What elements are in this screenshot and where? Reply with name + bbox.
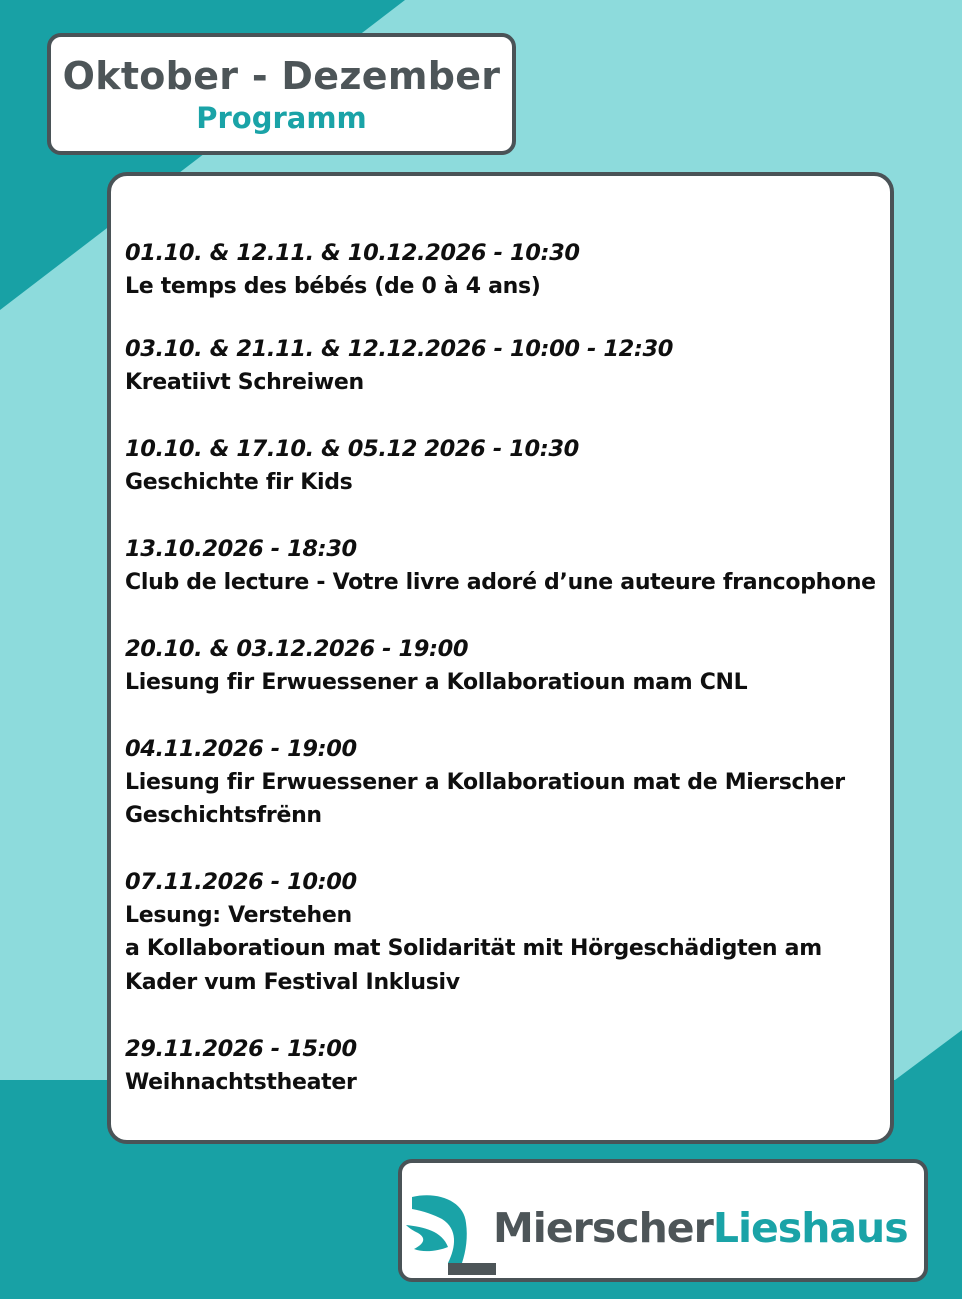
event-item — [125, 733, 891, 833]
logo-box — [398, 1159, 928, 1282]
logo-word-mierscher: Mierscher — [493, 1204, 713, 1252]
event-item — [125, 533, 891, 599]
event-title: Geschichte fir Kids — [125, 470, 353, 495]
program-list — [107, 172, 894, 1144]
title-box — [47, 33, 516, 155]
logo-word-lieshaus: Lieshaus — [712, 1204, 908, 1252]
event-date: 20.10. & 03.12.2026 - 19:00 — [125, 636, 469, 662]
lieshaus-bird-logo-icon — [404, 1189, 498, 1275]
event-date: 10.10. & 17.10. & 05.12 2026 - 10:30 — [125, 436, 579, 462]
event-title: Liesung fir Erwuessener a Kollaboratioun mat de Mierscher — [125, 770, 845, 795]
event-item — [125, 1033, 891, 1099]
event-title: Club de lecture - Votre livre adoré d’une auteure francophone — [125, 570, 876, 595]
event-item — [125, 633, 891, 699]
event-title: Lesung: Verstehen — [125, 903, 352, 928]
event-item — [125, 333, 891, 399]
event-date: 04.11.2026 - 19:00 — [125, 736, 357, 762]
event-title-continued: Geschichtsfrënn — [125, 803, 322, 829]
event-date: 03.10. & 21.11. & 12.12.2026 - 10:00 - 12:30 — [125, 336, 673, 362]
event-title: Le temps des bébés (de 0 à 4 ans) — [125, 274, 541, 299]
event-title: Kreatiivt Schreiwen — [125, 370, 364, 395]
page-title: Oktober - Dezember — [62, 54, 501, 98]
event-title-continued: a Kollaboratioun mat Solidarität mit Hörgeschädigten am — [125, 936, 822, 962]
event-date: 01.10. & 12.11. & 10.12.2026 - 10:30 — [125, 240, 580, 266]
logo-wordmark — [493, 1203, 908, 1253]
event-date: 13.10.2026 - 18:30 — [125, 536, 357, 562]
page-subtitle: Programm — [196, 101, 367, 135]
event-date: 29.11.2026 - 15:00 — [125, 1036, 357, 1062]
event-item — [125, 866, 891, 999]
event-title: Liesung fir Erwuessener a Kollaboratioun mam CNL — [125, 670, 748, 695]
event-item — [125, 237, 891, 303]
event-item — [125, 433, 891, 499]
event-title-continued: Kader vum Festival Inklusiv — [125, 969, 460, 995]
event-title: Weihnachtstheater — [125, 1070, 357, 1095]
event-date: 07.11.2026 - 10:00 — [125, 869, 357, 895]
